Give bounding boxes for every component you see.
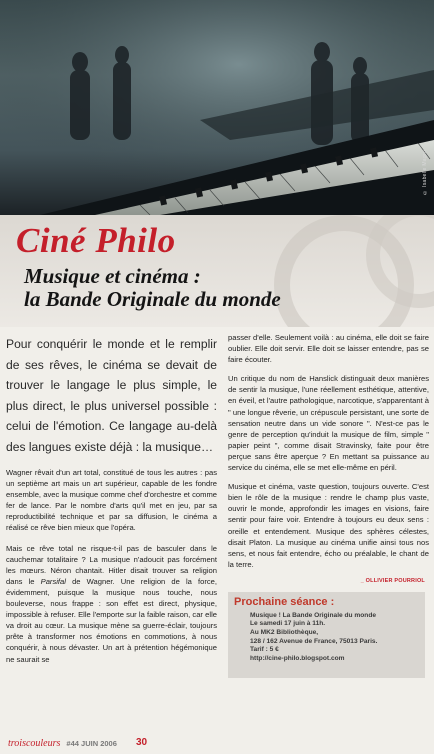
paragraph-text: de Wagner. Une religion de la force, évidemment, puisque la musique nous touche, nous bouleverse, nous frappe : son effet est direct, physique, impossible à refuser. Elle l'emporte sur la faible raison, car elle va droit au cœur. La musique mène sa guerre-éclair, toujours prête à transformer nos émotions en commotions, à nous conquérir, à nous dévaster. Un art à prétention hégémonique ne saurait se xyxy=(6,576,217,664)
right-column xyxy=(228,332,429,678)
rubric-title: Ciné Philo xyxy=(16,221,176,260)
title-banner xyxy=(0,215,434,327)
piano-photo-illustration xyxy=(0,0,434,215)
left-column xyxy=(6,332,217,674)
next-session-url: http://cine-philo.blogspot.com xyxy=(250,654,345,662)
next-session-box xyxy=(228,592,425,678)
body-paragraph-4: Un critique du nom de Hanslick distinguait deux manières de sentir la musique, l'une réellement esthétique, attentive, en éveil, et l'autre pathologique, narcotique, s'apparentant à " une longue rêverie, un crépuscule persistant, une sorte de sensation neutre dans un vide sonore ". N'est-ce pas le genre de perception qu'induit la musique de film, simple " papier peint ", comme disait Stravinsky, faite pour être perçue sans être aperçue ? En mettant sa puissance au service du cinéma, elle se met elle-même en péril. xyxy=(228,374,429,473)
next-session-venue: Au MK2 Bibliothèque, xyxy=(250,629,319,637)
magazine-brand: troiscouleurs xyxy=(8,738,61,749)
next-session-date: Le samedi 17 juin à 11h. xyxy=(250,620,326,628)
italic-work-title: Parsifal xyxy=(40,576,66,586)
next-session-event: Musique ! La Bande Originale du monde xyxy=(250,611,377,619)
body-paragraph-3: passer d'elle. Seulement voilà : au cinéma, elle doit se faire oublier. Elle doit servir. Elle doit se laisser entendre, pas se faire écouter. xyxy=(228,333,429,365)
page-number: 30 xyxy=(136,737,148,748)
next-session-address: 128 / 162 Avenue de France, 75013 Paris. xyxy=(250,637,378,645)
header-photo-piano xyxy=(0,0,434,215)
page-footer xyxy=(8,738,117,749)
author-signature: _ OLLIVIER POURRIOL xyxy=(360,577,425,584)
body-paragraph-5: Musique et cinéma, vaste question, toujours ouverte. C'est bien le rôle de la musique : rendre le champ plus vaste, ouvrir le monde, approfondir les images en visions, faire sentir pour faire voir. Entendre à toujours eu deux sens : oreille et entendement. Musique des sphères célestes, disait Platon. La musique au cinéma unifie ainsi tous nos sens, et nous fait entendre, écho ou préalable, le chant de la terre. xyxy=(228,482,429,569)
body-paragraph-2 xyxy=(6,543,217,665)
lead-paragraph: Pour conquérir le monde et le remplir de ses rêves, le cinéma se devait de trouver le langage le plus simple, le plus direct, le plus universel possible : celui de l'émotion. Ce langage au-delà des langues existe déjà : la musique… xyxy=(6,337,217,454)
article-title-line-1: Musique et cinéma : xyxy=(24,264,201,288)
paragraph-text: Mais ce rêve total ne risque-t-il pas de basculer dans le cauchemar totalitaire ? La musique n'adoucit pas forcément les mœurs. Néron chantait. Hitler disait trouver sa religion dans le xyxy=(6,543,217,586)
photo-credit: © Isabelle Magro xyxy=(422,150,428,195)
issue-label: #44 JUIN 2006 xyxy=(66,739,117,748)
article-title-line-2: la Bande Originale du monde xyxy=(24,287,281,311)
next-session-price: Tarif : 5 € xyxy=(250,646,279,654)
article-title xyxy=(24,265,424,311)
next-session-heading: Prochaine séance : xyxy=(234,595,335,608)
body-paragraph-1: Wagner rêvait d'un art total, constitué de tous les autres : pas un septième art mais un art supérieur, capable de les fondre ensemble, avec la musique comme chef d'orchestre et comme fer de lance. Par le nombre d'arts qu'il met en jeu, par sa reproductibilité technique et par sa diffusion, le cinéma a réalisé ce rêve bien mieux que l'opéra. xyxy=(6,468,217,533)
